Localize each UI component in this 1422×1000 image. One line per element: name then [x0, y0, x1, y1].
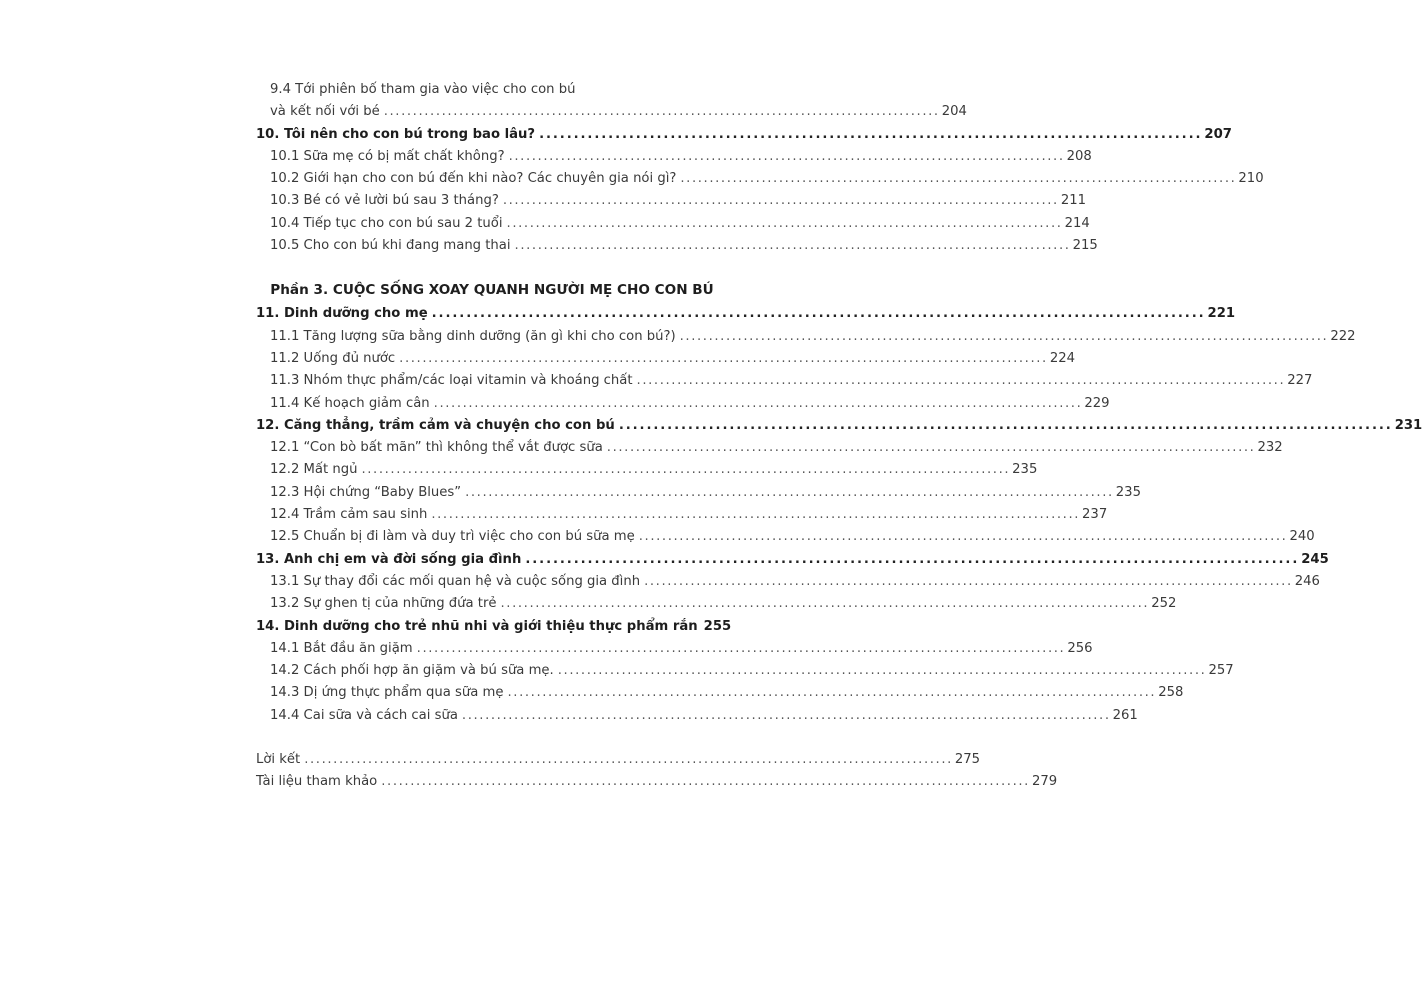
toc-entry-page: 246: [1294, 573, 1320, 589]
toc-entry-title: 12.1 “Con bò bất mãn” thì không thể vắt được sữa: [270, 440, 603, 456]
toc-entry-page: 240: [1289, 529, 1315, 545]
toc-entry-title: 10. Tôi nên cho con bú trong bao lâu?: [256, 126, 536, 142]
toc-entry-page: 279: [1031, 774, 1058, 790]
toc-entry: [256, 526, 1315, 548]
toc-entry-title: 11.3 Nhóm thực phẩm/các loại vitamin và khoáng chất: [270, 373, 633, 389]
dot-leader: ................................................................................................................: [500, 596, 1150, 612]
toc-chapter: [256, 303, 1236, 325]
dot-leader: ................................................................................................: [680, 171, 1237, 187]
dot-leader: ................................................................................................................: [399, 350, 1048, 366]
toc-entry: [256, 771, 1058, 793]
toc-entry-page: 255: [703, 618, 732, 634]
toc-entry-page: 221: [1207, 306, 1236, 322]
toc-entry-title: 11. Dinh dưỡng cho mẹ: [256, 306, 428, 322]
toc-entry: [256, 437, 1283, 459]
toc-entry-page: 210: [1238, 171, 1264, 187]
toc-entry-page: 204: [941, 104, 967, 120]
toc-entry-title: 11.1 Tăng lượng sữa bằng dinh dưỡng (ăn gì khi cho con bú?): [270, 328, 676, 344]
toc-entry-page: 211: [1060, 193, 1087, 209]
toc-entry: [256, 482, 1141, 504]
dot-leader: ................................................................................................................: [606, 440, 1256, 456]
toc-entry-10-3: [256, 190, 1087, 212]
toc-entry-page: 245: [1301, 551, 1329, 567]
dot-leader: ................................................................................................................: [507, 685, 1157, 701]
toc-entry-10-4: [256, 213, 1090, 235]
toc-entry-page: 235: [1012, 462, 1038, 478]
dot-leader: ................................................................................................................: [525, 551, 1300, 567]
toc-chapter: [256, 415, 1422, 437]
toc-entry: [256, 326, 1356, 348]
toc-entry-page: 232: [1257, 440, 1283, 456]
toc-entry: [256, 370, 1313, 392]
toc-entry: [256, 571, 1320, 593]
toc-entry-title: 14. Dinh dưỡng cho trẻ nhũ nhi và giới thiệu thực phẩm rắn: [256, 618, 698, 634]
dot-leader: ................................................................................................: [508, 148, 1065, 164]
dot-leader: ................................................................................................................: [361, 462, 1011, 478]
dot-leader: ................................................................................................................: [679, 328, 1329, 344]
toc-entry-page: 229: [1084, 395, 1110, 411]
toc-entry-title: 13. Anh chị em và đời sống gia đình: [256, 551, 522, 567]
toc-entry-title: Lời kết: [256, 752, 301, 768]
dot-leader: ................................................................................................................: [431, 507, 1081, 523]
toc-entry-title: 12.5 Chuẩn bị đi làm và duy trì việc cho con bú sữa mẹ: [270, 529, 635, 545]
toc-entry-page: 258: [1158, 685, 1184, 701]
toc-entry-10-5: [256, 235, 1098, 257]
toc-entry-title: 10.1 Sữa mẹ có bị mất chất không?: [270, 148, 505, 164]
dot-leader: ................................................................................................................: [618, 417, 1393, 433]
toc-entry-page: 256: [1067, 640, 1093, 656]
toc-entry-title: 12.4 Trầm cảm sau sinh: [270, 507, 428, 523]
toc-entry-title: 9.4 Tới phiên bố tham gia vào việc cho con bú: [270, 82, 576, 97]
toc-entry-page: 252: [1151, 596, 1177, 612]
toc-entry-title: 11.4 Kế hoạch giảm cân: [270, 395, 430, 411]
dot-leader: ................................................................................................................: [557, 663, 1207, 679]
toc-entry-page: 222: [1330, 328, 1356, 344]
dot-leader: ................................................................................................: [539, 126, 1203, 142]
dot-leader: ................................................................................................................: [638, 529, 1288, 545]
toc-entry-title: 12. Căng thẳng, trầm cảm và chuyện cho con bú: [256, 417, 615, 433]
toc-entry-title: 14.2 Cách phối hợp ăn giặm và bú sữa mẹ.: [270, 663, 554, 679]
toc-entry: [256, 660, 1234, 682]
dot-leader: ................................................................................................................: [461, 707, 1111, 723]
toc-entry-page: 214: [1064, 215, 1090, 231]
dot-leader: ................................................................................................................: [636, 373, 1286, 389]
toc-entry-page: 235: [1115, 484, 1141, 500]
dot-leader: ................................................................................................................: [431, 306, 1206, 322]
toc-chapter: [256, 616, 732, 638]
toc-entry-page: 227: [1287, 373, 1313, 389]
toc-entry-10-2: [256, 168, 1264, 190]
dot-leader: ................................................................................................: [514, 238, 1071, 254]
toc-entry-9-4-cont: [256, 101, 967, 123]
toc-entry-title: 10.4 Tiếp tục cho con bú sau 2 tuổi: [270, 215, 503, 231]
toc-entry-page: 207: [1204, 126, 1232, 142]
dot-leader: ................................................................................................................: [304, 752, 953, 768]
toc-entry-title: và kết nối với bé: [270, 104, 380, 120]
toc-entry-title: 10.2 Giới hạn cho con bú đến khi nào? Các chuyên gia nói gì?: [270, 171, 677, 187]
toc-chapter: [256, 549, 1329, 571]
part-heading: Phần 3. CUỘC SỐNG XOAY QUANH NGƯỜI MẸ CHO CON BÚ: [270, 282, 714, 299]
toc-entry-title: 14.3 Dị ứng thực phẩm qua sữa mẹ: [270, 685, 504, 701]
dot-leader: ................................................................................................................: [644, 573, 1293, 589]
dot-leader: ................................................................................................: [506, 215, 1063, 231]
toc-entry-page: 231: [1394, 417, 1422, 433]
toc-entry-title: 14.4 Cai sữa và cách cai sữa: [270, 707, 458, 723]
toc-entry-title: 12.3 Hội chứng “Baby Blues”: [270, 484, 462, 500]
toc-entry: [256, 504, 1108, 526]
dot-leader: ................................................................................................................: [381, 774, 1030, 790]
toc-entry: [256, 593, 1177, 615]
toc-entry-page: 261: [1112, 707, 1138, 723]
dot-leader: ................................................................................................................: [465, 484, 1114, 500]
dot-leader: ................................................................................................................: [416, 640, 1066, 656]
toc-entry-9-4: [256, 79, 728, 101]
toc-entry-title: 12.2 Mất ngủ: [270, 462, 358, 478]
back-matter-entries: [256, 749, 1058, 794]
toc-entry-title: Tài liệu tham khảo: [256, 774, 378, 790]
toc-entry-title: 13.2 Sự ghen tị của những đứa trẻ: [270, 596, 497, 612]
toc-entry-page: 275: [954, 752, 981, 768]
toc-entry-title: 13.1 Sự thay đổi các mối quan hệ và cuộc sống gia đình: [270, 573, 641, 589]
toc-entry-title: 14.1 Bắt đầu ăn giặm: [270, 640, 413, 656]
dot-leader: ................................................................................................: [383, 104, 940, 120]
toc-entry-page: 208: [1066, 148, 1092, 164]
toc-entry-title: 11.2 Uống đủ nước: [270, 350, 396, 366]
toc-entry-title: 10.5 Cho con bú khi đang mang thai: [270, 238, 511, 254]
toc-entry-page: 224: [1049, 350, 1076, 366]
table-of-contents: [256, 79, 1422, 794]
toc-entry-page: 257: [1208, 663, 1234, 679]
toc-entry-page: 215: [1072, 238, 1098, 254]
part-3-entries: [256, 303, 1422, 727]
toc-chapter-10: [256, 124, 1232, 146]
toc-entry-page: 237: [1082, 507, 1108, 523]
toc-entry-10-1: [256, 146, 1092, 168]
toc-entry: [256, 348, 1076, 370]
toc-entry: [256, 749, 981, 771]
toc-entry: [256, 459, 1038, 481]
dot-leader: ................................................................................................................: [433, 395, 1083, 411]
toc-entry: [256, 682, 1184, 704]
toc-entry: [256, 393, 1110, 415]
toc-entry: [256, 705, 1138, 727]
toc-entry-title: 10.3 Bé có vẻ lười bú sau 3 tháng?: [270, 193, 499, 209]
toc-entry: [256, 638, 1093, 660]
dot-leader: ................................................................................................: [502, 193, 1059, 209]
